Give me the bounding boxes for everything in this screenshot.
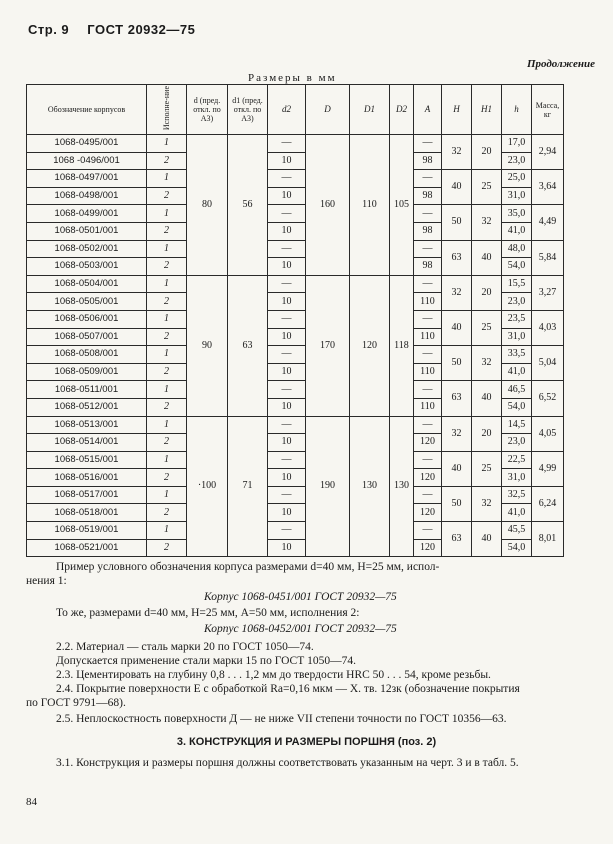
designation-cell: 1068-0515/001 (27, 451, 147, 469)
h-cell: 46,5 (502, 381, 532, 399)
designation-cell: 1068-0514/001 (27, 434, 147, 452)
A-cell: 120 (414, 504, 442, 522)
table-row (27, 486, 564, 504)
group-d-cell: 90 (187, 275, 228, 416)
variant-cell: 2 (147, 258, 187, 276)
variant-cell: 1 (147, 170, 187, 188)
designation-cell: 1068-0508/001 (27, 346, 147, 364)
H1-cell: 20 (472, 416, 502, 451)
h-cell: 25,0 (502, 170, 532, 188)
d2-cell: 10 (268, 152, 306, 170)
dimensions-table (26, 84, 564, 557)
d2-cell: — (268, 346, 306, 364)
d2-cell: — (268, 416, 306, 434)
A-cell: — (414, 135, 442, 153)
designation-cell: 1068-0511/001 (27, 381, 147, 399)
group-D-cell: 190 (306, 416, 350, 557)
A-cell: — (414, 486, 442, 504)
col-h: h (502, 85, 532, 135)
A-cell: 120 (414, 539, 442, 557)
h-cell: 22,5 (502, 451, 532, 469)
page-header (28, 22, 195, 37)
A-cell: 120 (414, 469, 442, 487)
A-cell: — (414, 451, 442, 469)
d2-cell: — (268, 135, 306, 153)
page-number: 84 (26, 796, 37, 808)
designation-cell: 1068-0502/001 (27, 240, 147, 258)
variant-cell: 2 (147, 293, 187, 311)
mass-cell: 8,01 (532, 522, 564, 557)
variant-cell: 2 (147, 363, 187, 381)
designation-cell: 1068-0507/001 (27, 328, 147, 346)
H-cell: 40 (442, 451, 472, 486)
variant-cell: 1 (147, 275, 187, 293)
h-cell: 54,0 (502, 539, 532, 557)
A-cell: 110 (414, 328, 442, 346)
h-cell: 54,0 (502, 398, 532, 416)
designation-cell: 1068-0509/001 (27, 363, 147, 381)
designation-cell: 1068-0499/001 (27, 205, 147, 223)
mass-cell: 5,84 (532, 240, 564, 275)
variant-cell: 1 (147, 451, 187, 469)
group-d-cell: ·100 (187, 416, 228, 557)
col-d2: d2 (268, 85, 306, 135)
variant-cell: 2 (147, 187, 187, 205)
para-2-2b: Допускается применение стали марки 15 по ГОСТ 1050—74. (56, 655, 356, 667)
H-cell: 63 (442, 381, 472, 416)
col-H: H (442, 85, 472, 135)
table-row (27, 381, 564, 399)
continued-label: Продолжение (526, 58, 595, 70)
d2-cell: 10 (268, 398, 306, 416)
para-2-4b: по ГОСТ 9791—68). (26, 697, 126, 709)
d2-cell: 10 (268, 258, 306, 276)
example-line-1: Пример условного обозначения корпуса размерами d=40 мм, H=25 мм, испол- (56, 561, 440, 573)
d2-cell: — (268, 310, 306, 328)
d2-cell: — (268, 170, 306, 188)
h-cell: 23,5 (502, 310, 532, 328)
para-2-4a: 2.4. Покрытие поверхности E с обработкой Ra=0,16 мкм — X. тв. 12зк (обозначение покрытия (56, 683, 520, 695)
variant-cell: 2 (147, 152, 187, 170)
h-cell: 54,0 (502, 258, 532, 276)
H1-cell: 40 (472, 240, 502, 275)
group-D2-cell: 105 (390, 135, 414, 276)
mass-cell: 4,03 (532, 310, 564, 345)
h-cell: 23,0 (502, 152, 532, 170)
designation-cell: 1068-0497/001 (27, 170, 147, 188)
d2-cell: 10 (268, 434, 306, 452)
table-row (27, 170, 564, 188)
variant-cell: 1 (147, 522, 187, 540)
col-designation: Обозначение корпусов (27, 85, 147, 135)
h-cell: 23,0 (502, 293, 532, 311)
col-D1: D1 (350, 85, 390, 135)
H-cell: 40 (442, 310, 472, 345)
H-cell: 32 (442, 135, 472, 170)
section-3-title: 3. КОНСТРУКЦИЯ И РАЗМЕРЫ ПОРШНЯ (поз. 2) (176, 736, 437, 748)
designation-cell: 1068-0513/001 (27, 416, 147, 434)
table-row (27, 240, 564, 258)
designation-cell: 1068-0505/001 (27, 293, 147, 311)
table-row (27, 275, 564, 293)
variant-cell: 2 (147, 398, 187, 416)
para-2-3: 2.3. Цементировать на глубину 0,8 . . . 1,2 мм до твердости HRC 50 . . . 54, кроме резьбы. (56, 669, 491, 681)
designation-cell: 1068-0506/001 (27, 310, 147, 328)
A-cell: — (414, 346, 442, 364)
group-D2-cell: 118 (390, 275, 414, 416)
variant-cell: 1 (147, 486, 187, 504)
table-row (27, 451, 564, 469)
A-cell: 110 (414, 398, 442, 416)
h-cell: 41,0 (502, 363, 532, 381)
standard-code: ГОСТ 20932—75 (87, 22, 196, 37)
para-2-5: 2.5. Неплоскостность поверхности Д — не ниже VII степени точности по ГОСТ 10356—63. (56, 713, 507, 725)
d2-cell: — (268, 275, 306, 293)
table-row (27, 310, 564, 328)
H1-cell: 20 (472, 135, 502, 170)
A-cell: — (414, 240, 442, 258)
h-cell: 23,0 (502, 434, 532, 452)
col-d1: d1 (пред. откл. по A3) (228, 85, 268, 135)
A-cell: 110 (414, 363, 442, 381)
table-row (27, 135, 564, 153)
d2-cell: — (268, 522, 306, 540)
H-cell: 32 (442, 275, 472, 310)
col-D2: D2 (390, 85, 414, 135)
variant-cell: 1 (147, 135, 187, 153)
H-cell: 40 (442, 170, 472, 205)
h-cell: 17,0 (502, 135, 532, 153)
variant-cell: 1 (147, 381, 187, 399)
H-cell: 63 (442, 522, 472, 557)
group-D-cell: 160 (306, 135, 350, 276)
designation-cell: 1068-0503/001 (27, 258, 147, 276)
h-cell: 31,0 (502, 469, 532, 487)
page-label: Стр. 9 (28, 22, 70, 37)
h-cell: 33,5 (502, 346, 532, 364)
d2-cell: 10 (268, 187, 306, 205)
d2-cell: — (268, 486, 306, 504)
h-cell: 35,0 (502, 205, 532, 223)
designation-cell: 1068-0518/001 (27, 504, 147, 522)
designation-cell: 1068-0519/001 (27, 522, 147, 540)
designation-cell: 1068 -0496/001 (27, 152, 147, 170)
H-cell: 63 (442, 240, 472, 275)
mass-cell: 3,64 (532, 170, 564, 205)
variant-cell: 1 (147, 205, 187, 223)
variant-cell: 1 (147, 310, 187, 328)
A-cell: — (414, 522, 442, 540)
designation-cell: 1068-0498/001 (27, 187, 147, 205)
group-D-cell: 170 (306, 275, 350, 416)
mass-cell: 5,04 (532, 346, 564, 381)
d2-cell: 10 (268, 539, 306, 557)
A-cell: — (414, 416, 442, 434)
h-cell: 14,5 (502, 416, 532, 434)
A-cell: 98 (414, 258, 442, 276)
designation-cell: 1068-0504/001 (27, 275, 147, 293)
d2-cell: 10 (268, 328, 306, 346)
table-row (27, 346, 564, 364)
group-D2-cell: 130 (390, 416, 414, 557)
para-3-1: 3.1. Конструкция и размеры поршня должны соответствовать указанным на черт. 3 и в табл. 5. (56, 757, 519, 769)
col-A: A (414, 85, 442, 135)
variant-cell: 2 (147, 222, 187, 240)
H1-cell: 25 (472, 170, 502, 205)
h-cell: 31,0 (502, 328, 532, 346)
d2-cell: 10 (268, 293, 306, 311)
designation-cell: 1068-0501/001 (27, 222, 147, 240)
para-2-2: 2.2. Материал — сталь марки 20 по ГОСТ 1050—74. (56, 641, 314, 653)
group-d-cell: 80 (187, 135, 228, 276)
col-d: d (пред. откл. по A3) (187, 85, 228, 135)
A-cell: — (414, 170, 442, 188)
d2-cell: — (268, 451, 306, 469)
col-variant: Исполне-ние (147, 85, 187, 135)
A-cell: — (414, 381, 442, 399)
mass-cell: 6,24 (532, 486, 564, 521)
table-row (27, 416, 564, 434)
d2-cell: 10 (268, 222, 306, 240)
A-cell: 98 (414, 187, 442, 205)
mass-cell: 4,99 (532, 451, 564, 486)
table-row (27, 522, 564, 540)
mass-cell: 3,27 (532, 275, 564, 310)
col-mass: Масса, кг (532, 85, 564, 135)
designation-cell: 1068-0495/001 (27, 135, 147, 153)
variant-cell: 1 (147, 416, 187, 434)
group-d1-cell: 71 (228, 416, 268, 557)
H1-cell: 32 (472, 486, 502, 521)
H1-cell: 40 (472, 522, 502, 557)
group-D1-cell: 110 (350, 135, 390, 276)
units-caption: Размеры в мм (248, 72, 337, 84)
variant-cell: 2 (147, 469, 187, 487)
H1-cell: 32 (472, 346, 502, 381)
col-H1: H1 (472, 85, 502, 135)
mass-cell: 4,05 (532, 416, 564, 451)
d2-cell: 10 (268, 363, 306, 381)
h-cell: 15,5 (502, 275, 532, 293)
H1-cell: 40 (472, 381, 502, 416)
table-row (27, 205, 564, 223)
mass-cell: 6,52 (532, 381, 564, 416)
designation-cell: 1068-0521/001 (27, 539, 147, 557)
group-d1-cell: 63 (228, 275, 268, 416)
h-cell: 41,0 (502, 504, 532, 522)
variant-cell: 2 (147, 539, 187, 557)
variant-cell: 1 (147, 346, 187, 364)
H-cell: 50 (442, 205, 472, 240)
example-formula-1: Корпус 1068-0451/001 ГОСТ 20932—75 (204, 591, 397, 603)
mass-cell: 4,49 (532, 205, 564, 240)
variant-cell: 2 (147, 434, 187, 452)
d2-cell: 10 (268, 469, 306, 487)
A-cell: 98 (414, 152, 442, 170)
d2-cell: — (268, 205, 306, 223)
H1-cell: 32 (472, 205, 502, 240)
same-line: То же, размерами d=40 мм, H=25 мм, A=50 мм, исполнения 2: (56, 607, 360, 619)
A-cell: — (414, 275, 442, 293)
H-cell: 50 (442, 346, 472, 381)
designation-cell: 1068-0512/001 (27, 398, 147, 416)
table-header-row (27, 85, 564, 135)
variant-cell: 2 (147, 504, 187, 522)
variant-cell: 2 (147, 328, 187, 346)
col-D: D (306, 85, 350, 135)
H1-cell: 20 (472, 275, 502, 310)
group-D1-cell: 120 (350, 275, 390, 416)
A-cell: 98 (414, 222, 442, 240)
variant-cell: 1 (147, 240, 187, 258)
A-cell: 110 (414, 293, 442, 311)
group-D1-cell: 130 (350, 416, 390, 557)
H-cell: 32 (442, 416, 472, 451)
h-cell: 45,5 (502, 522, 532, 540)
d2-cell: — (268, 240, 306, 258)
H1-cell: 25 (472, 451, 502, 486)
h-cell: 32,5 (502, 486, 532, 504)
d2-cell: — (268, 381, 306, 399)
H-cell: 50 (442, 486, 472, 521)
h-cell: 41,0 (502, 222, 532, 240)
group-d1-cell: 56 (228, 135, 268, 276)
h-cell: 48,0 (502, 240, 532, 258)
example-line-2: нения 1: (26, 575, 67, 587)
H1-cell: 25 (472, 310, 502, 345)
h-cell: 31,0 (502, 187, 532, 205)
example-formula-2: Корпус 1068-0452/001 ГОСТ 20932—75 (204, 623, 397, 635)
mass-cell: 2,94 (532, 135, 564, 170)
designation-cell: 1068-0517/001 (27, 486, 147, 504)
A-cell: — (414, 205, 442, 223)
designation-cell: 1068-0516/001 (27, 469, 147, 487)
A-cell: — (414, 310, 442, 328)
d2-cell: 10 (268, 504, 306, 522)
A-cell: 120 (414, 434, 442, 452)
